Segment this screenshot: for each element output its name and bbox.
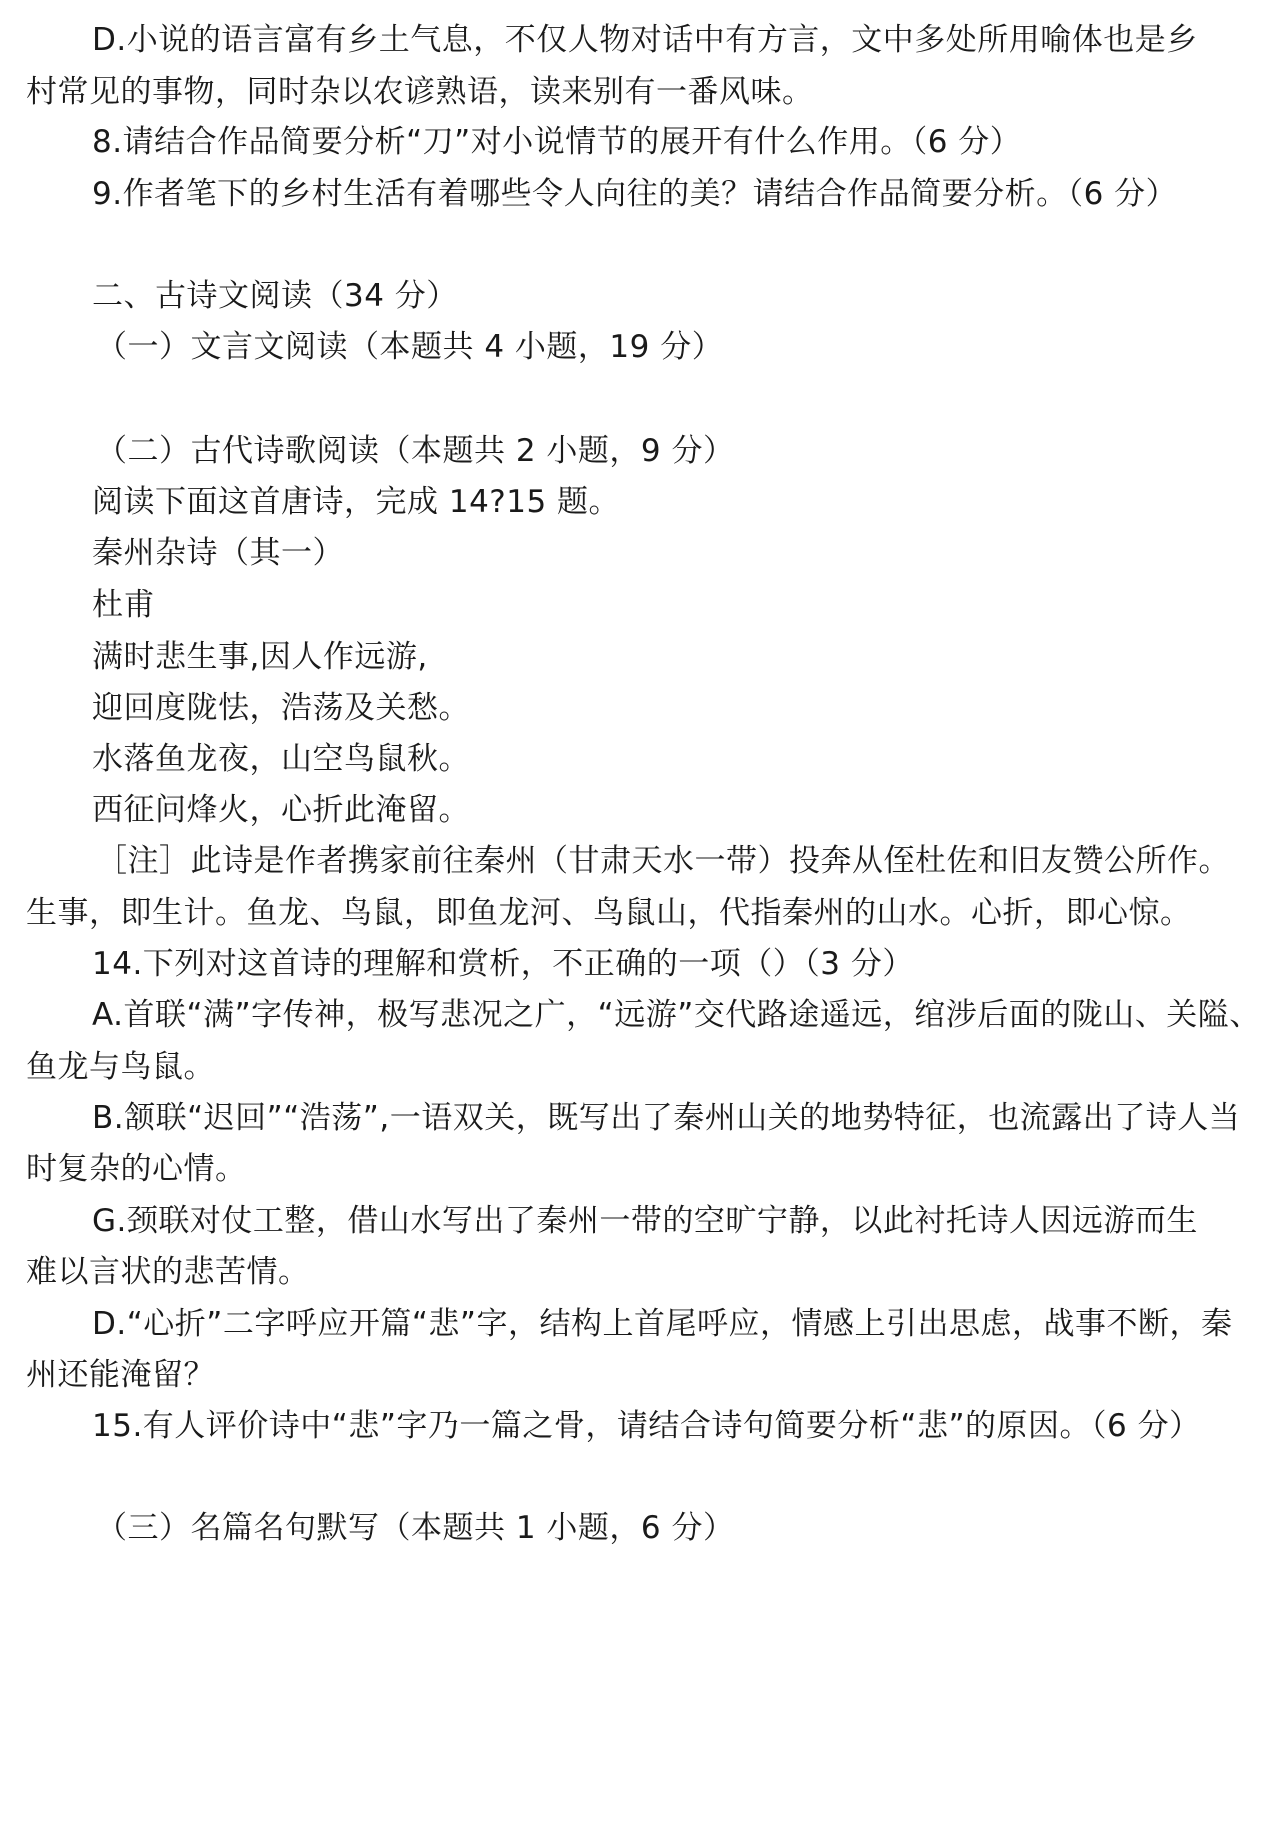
option-14b-line-2: 时复杂的心情。 <box>26 1151 247 1187</box>
option-14d-line-1: D.“心折”二字呼应开篇“悲”字，结构上首尾呼应，情感上引出思虑，战事不断，秦 <box>92 1306 1233 1342</box>
subsection-1-heading: （一）文言文阅读（本题共 4 小题，19 分） <box>96 329 724 365</box>
option-7d-line-2: 村常见的事物，同时杂以农谚熟语，读来别有一番风味。 <box>26 74 814 110</box>
poem-line-2: 迎回度陇怯，浩荡及关愁。 <box>92 690 470 726</box>
question-15: 15.有人评价诗中“悲”字乃一篇之骨，请结合诗句简要分析“悲”的原因。（6 分） <box>92 1408 1201 1444</box>
question-14: 14.下列对这首诗的理解和赏析，不正确的一项（）（3 分） <box>92 946 914 982</box>
option-14c-line-1: G.颈联对仗工整，借山水写出了秦州一带的空旷宁静，以此衬托诗人因远游而生 <box>92 1203 1198 1239</box>
subsection-2-heading: （二）古代诗歌阅读（本题共 2 小题，9 分） <box>96 433 735 469</box>
option-14b-line-1: B.颔联“迟回”“浩荡”,一语双关，既写出了秦州山关的地势特征，也流露出了诗人当 <box>92 1100 1241 1136</box>
option-14a-line-2: 鱼龙与鸟鼠。 <box>26 1049 215 1085</box>
question-8: 8.请结合作品简要分析“刀”对小说情节的展开有什么作用。（6 分） <box>92 124 1022 160</box>
poem-line-1: 满时悲生事,因人作远游, <box>92 639 428 675</box>
option-14c-line-2: 难以言状的悲苦情。 <box>26 1254 310 1290</box>
option-14d-line-2: 州还能淹留？ <box>26 1357 215 1393</box>
poem-intro: 阅读下面这首唐诗，完成 14?15 题。 <box>92 484 621 520</box>
option-14a-line-1: A.首联“满”字传神，极写悲况之广，“远游”交代路途遥远，绾涉后面的陇山、关隘、 <box>92 997 1261 1033</box>
poem-line-4: 西征问烽火，心折此淹留。 <box>92 792 470 828</box>
poem-title: 秦州杂诗（其一） <box>92 535 344 571</box>
poem-author: 杜甫 <box>92 587 155 623</box>
note-line-2: 生事，即生计。鱼龙、鸟鼠，即鱼龙河、鸟鼠山，代指秦州的山水。心折，即心惊。 <box>26 895 1192 931</box>
poem-line-3: 水落鱼龙夜，山空鸟鼠秋。 <box>92 741 470 777</box>
note-line-1: ［注］此诗是作者携家前往秦州（甘肃天水一带）投奔从侄杜佐和旧友赞公所作。 <box>96 843 1230 879</box>
option-7d-line-1: D.小说的语言富有乡土气息，不仅人物对话中有方言，文中多处所用喻体也是乡 <box>92 22 1198 58</box>
subsection-3-heading: （三）名篇名句默写（本题共 1 小题，6 分） <box>96 1510 735 1546</box>
question-9: 9.作者笔下的乡村生活有着哪些令人向往的美？请结合作品简要分析。（6 分） <box>92 176 1178 212</box>
section-2-heading: 二、古诗文阅读（34 分） <box>92 278 458 314</box>
